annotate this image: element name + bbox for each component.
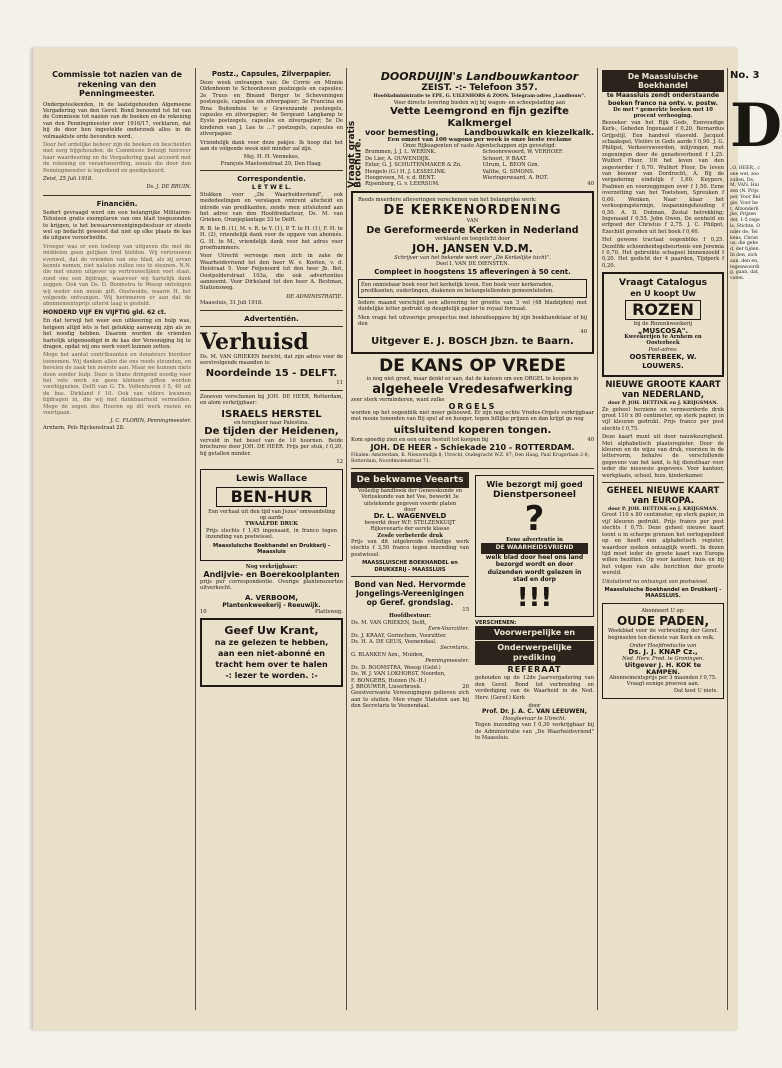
bezorgd-body2: welk blad door heel ons land bezorgd wordt en door duizenden wordt gelezen in stad en dorp — [485, 553, 584, 584]
prediking-body: gehouden op de 12de Jaarvergadering van den Geref. Bond tot verbreiding en verdediging van de Waarheid in de Ned. Herv. (Geref.) Kerk — [475, 675, 594, 701]
kaart-eu-body3: Uitsluitend na ontvangst van postwissel. — [602, 578, 709, 585]
veearts-title: De bekwame Veearts — [351, 472, 469, 488]
benhur-edition: TWAALFDE DRUK — [245, 521, 298, 528]
mb-list2: Het gewone tractaat oogenbliks f 0,25. Dezelfde schoonheidsgebeurtenis een Jeremia f 0,70. Het gebruikte schapsel binnenzoeld f 0,20. Het gedicht der 4 paarden, Tijdperk f 0,20. — [602, 237, 724, 269]
financien-subhead: HONDERD VIJF EN VIJFTIG gld. 62 ct. — [43, 308, 167, 316]
kerk-compleet: Compleet in hoogstens 15 afleveringen à 50 cent. — [374, 267, 571, 276]
bond-subtitle: Hoofdbestuur: — [388, 613, 432, 620]
bond-member: G. BLANKEN Azn., Muiden, — [351, 651, 425, 658]
israels-title2: De tijden der Heidenen, — [204, 426, 339, 438]
verhuisd-body: Ds. M. VAN GRIEKEN bericht, dat zijn adres voor de eerstvolgende maanden is: — [200, 353, 343, 366]
doorduijn-head: Vette Leemgrond en fijn gezifte Kalkmergel — [390, 106, 569, 130]
agent: Brummen, J. J. L. WERINK. — [365, 149, 437, 156]
bond-member: J. BROUWER, Lisserbroek. — [351, 683, 422, 690]
kans-head2: uitsluitend koperen tongen. — [393, 424, 552, 436]
verkrijgbaar-body: prijs per correspondentie. Overige plantensoorten uitverkocht. — [200, 578, 343, 592]
ad-number: 40 — [587, 181, 594, 188]
benhur-publisher: Maassluische Boekhandel en Drukkerij - Maassluis — [213, 542, 330, 556]
oude-paden-ad — [602, 603, 724, 699]
kaart-eu-body: Groot 110 x 80 centimeter, op sterk papier, in vijf kleuren gedrukt. Prijs franco per post slechts f 0,75. Deze geheel nieuwe kaart toont u in scherpe grenzen het oorlogsgebied op en heeft een alphabetisch register, waardoor zoeken ontzaglijk wordt. In dezen tijd moet ieder de groote kaart van Europa willen bezitten. Op voor kantoor, huis en bij het volgen van alle berichten der groote wereld. — [602, 512, 724, 577]
agent: Exter, G. J. SCHUITENMAKER & Zn. — [365, 162, 462, 169]
israels-body2: vervuld in het besef van de 10 hoornen. Beide brochures door JOH. DE HEER. Prijs per stuk, f 0,20, bij getallen minder. — [200, 438, 343, 457]
kerk-notice2: Iedere maand verschijnt een aflevering ter grootte van 3 vel (48 bladzijden) met duidelijke letter gedrukt op deugdelijk papier in royaal formaat. — [358, 299, 587, 313]
bond-member: F. BONGERS, Huizen (N.-H.) — [351, 677, 427, 684]
divider — [351, 468, 594, 469]
verkrijgbaar-name2: Plantenkweekerij - Reeuwijk. — [222, 601, 321, 609]
divider — [351, 576, 469, 577]
israels-body: Zooeven verschenen bij JOH. DE HEER, Rotterdam, en alom verkrijgbaar: — [200, 393, 343, 407]
mb-subtitle: te Maassluis zendt onderstaande boeken franco na ontv. v. postw. — [606, 92, 720, 107]
exclamation-marks: !!! — [516, 582, 553, 613]
kerk-notice: Een onmisbaar boek voor het kerkelijk leven. Een boek voor kerkeraden, predikanten, ouderlingen, diakenen en belangstellenden gemeenteleden. — [358, 279, 587, 298]
agents-list — [365, 149, 594, 187]
masthead-number: No. 3 — [730, 70, 760, 81]
bezorgd-title2: Dienstpersoneel — [493, 489, 576, 500]
veearts-ad — [351, 472, 469, 573]
rozen-subtitle: bij de Rozenkweekerij — [633, 321, 693, 328]
benhur-author: Lewis Wallace — [235, 473, 308, 484]
benhur-title: BEN-HUR — [216, 487, 327, 507]
kans-filialen: Filialen: Amsterdam, K. Nieuwendijk 8; Utrecht, Oudegracht W.Z. 87; Den Haag, Paul Krugerlaan 2-8; Rotterdam, Noordmolenstraat 71. — [351, 453, 590, 464]
agent: Rijsenburg, G. v. LEERSUM. — [365, 181, 440, 188]
kans-title: DE KANS OP VREDE — [379, 355, 566, 376]
bond-role: Penningmeester. — [425, 658, 469, 665]
doorduijn-body2: Een omzet van 100 wagons per week is onze beste reclame — [387, 136, 572, 143]
corr-body2: R. B. te B. (1), M. v. R. te Y. (1), P. T. te H. (1), F. H. te H. (2), vriendelijk dank voor de opgave van abonnés. G. H. te M., vriendelijk dank voor het adres voor proefnummers. — [200, 225, 343, 251]
kans-orgels: ORGELS — [448, 401, 497, 411]
kans-ad — [351, 357, 594, 465]
prediking-ad — [475, 620, 594, 742]
krant-line5: -: lezer te worden. :- — [225, 671, 318, 681]
divider — [43, 195, 191, 196]
kerk-subtitle: verklaard en toegelicht door — [435, 235, 510, 242]
prediking-door: door — [528, 703, 541, 710]
agent: Schoonrewoerd, W. VERHOEF. — [482, 149, 564, 156]
bezorgd-title: Wie bezorgt mij goed — [486, 479, 583, 489]
bond-ad — [351, 580, 469, 710]
financien-address: Arnhem, Pels Rijckenstraat 28. — [43, 424, 125, 431]
corr-subtitle: L E T W E L. — [251, 184, 292, 192]
kaart-nl-body: Ze geheel herziene en vermeerderde druk groot 110 x 80 centimeter, op sterk papier, in vijf kleuren gedrukt. Prijs franco per post slechts f 0,75. — [602, 406, 724, 432]
column-3 — [347, 70, 594, 1010]
ad-number: 15 — [462, 607, 469, 614]
divider — [200, 310, 343, 311]
krant-line2: na ze gelezen te hebben, — [214, 638, 329, 648]
rozen-title: ROZEN — [625, 300, 701, 320]
kerk-body: Schrijver van het bekende werk over „De Kerkelijke tucht". — [394, 255, 551, 262]
column-5-fragment — [730, 70, 782, 1010]
prediking-referaat: REFERAAT — [507, 664, 562, 674]
postz-signature: Mej. H. H. Vennekes, — [243, 154, 300, 161]
advertenties-title: Advertentiën. — [244, 314, 299, 323]
kans-body: is nog niet groot, maar denkt er aan, dat de kansen om een ORGEL te koopen in — [366, 375, 579, 382]
left-subcolumn — [351, 472, 469, 744]
paden-note2: Dat kost U niets. — [673, 687, 718, 694]
paden-subtitle: Onder Hoofdredactie van — [629, 642, 697, 649]
doorduijn-head3: Landbouwkalk en kiezelkalk. — [464, 128, 594, 138]
krant-line1: Geef Uw Krant, — [224, 624, 319, 638]
financien-body2: En dat terwijl het weer een uitkeering en hulp was, hetgeen altijd iets is het gelukkig aanwezig zijn als ze het noodig hebben. Daarom worden de vrienden hartelijk uitgenoodigd in de kas der Vereeniging bij te dragen, opdat wij ons werk voort kunnen zetten. — [43, 318, 191, 350]
column-rule — [727, 68, 728, 1010]
kaart-eu-publisher: Maassluische Boekhandel en Drukkerij - MAASSLUIS. — [604, 586, 722, 600]
vertical-banner: Vraagt gratis Brochure. — [347, 120, 364, 188]
corr-body3: Voor Utrecht vervoege men zich in zake de Waarheidsvriend tot den heer W. v. Kooten, v. d. Heistraat 5. Voor Feijenoord tot den heer Jb. Bot, Oostpolderstraat 103a, die ook advertenties aanneemt. Voor Dirksland tot den heer A. Bestman, Stationsweg. — [200, 253, 343, 292]
israels-subtitle: en terugkeer naar Palestina. — [234, 419, 309, 426]
doorduijn-title: DOORDUIJN's Landbouwkantoor — [380, 70, 579, 83]
corr-body: Stukken voor „De Waarheidsvriend", ook mededeelingen en verslagen omtrent afscheid en intrede van predikanten, zende men uitsluitend aan het adres van den Hoofdredacteur, Ds. M. van Grieken, Oranjeplantage 33 te Delft. — [200, 191, 343, 224]
israels-title: ISRAELS HERSTEL — [221, 408, 322, 420]
mb-body: De met * gemerkte boeken met 10 procent verhooging. — [613, 107, 713, 120]
kerk-title: DE KERKENORDENING — [383, 203, 562, 219]
divider — [200, 170, 343, 171]
kaart-nl-ad — [602, 380, 724, 479]
verkrijgbaar-ad — [200, 564, 343, 616]
kaart-nl-body2: Deze kaart munt uit door nauwkeurigheid. Met alphabetisch plaatsregister. Door de kleuren en de wijze van druk, voorzien in de lettervorm, behalve de verschillende gegevens van het land, is hij dienstbaar voor ieder die nieuwste gegevens. Voor kantoor, werkplaats, school, huis, kinderkamer. — [602, 434, 724, 479]
kerk-van: VAN — [466, 218, 479, 225]
kerk-publisher: Uitgever E. J. BOSCH Jbzn. te Baarn. — [371, 335, 574, 347]
veearts-body: Volledig handboek der Geneeskunde en Verloskunde van het Vee, bewerkt 3e uitstekende gegeven voorde platen — [357, 487, 463, 507]
benhur-price: Prijs slechts f 1,45 ingenaaid, in franco tegen inzending van postwissel. — [206, 527, 337, 541]
newspaper-page — [33, 48, 782, 1030]
veearts-subtitle: bewerkt door W.F. STELZENKUIJT — [364, 519, 456, 526]
kerk-notice3: Men vrage het uitvoerige prospectus met inhoudsopgave bij zijn boekhandelaar of bij den — [358, 314, 587, 327]
agent: Valthe, G. SIMONS. — [482, 168, 535, 175]
prediking-price: Tegen inzending van f 0,30 verkrijgbaar bij de Administratie van „De Waarheidsvriend" te Maassluis. — [475, 722, 594, 742]
rozen-name: „MUSCOSA". — [637, 326, 689, 335]
prediking-top: VERSCHENEN: — [475, 619, 517, 626]
column-4 — [602, 70, 724, 1010]
veearts-author: Dr. L. WAGENVELD — [373, 512, 447, 521]
postz-title: Postz., Capsules, Zilverpapier. — [211, 70, 332, 78]
paden-name: Ds. J. J. KNAP Cz., — [628, 648, 698, 657]
postz-address: François Maelsonstraat 29, Den Haag. — [220, 160, 323, 167]
agent: Hoogeveen, M. v. d. BENT. — [365, 175, 436, 182]
agent: De Lier, A. OUWENDIJK. — [365, 155, 431, 162]
bond-role: Secretaris. — [440, 645, 469, 652]
paden-note: Vraagt eenige proeven aan. — [626, 681, 700, 688]
krant-ad — [200, 618, 343, 687]
kerk-author: JOH. JANSEN V.D.M. — [412, 242, 533, 256]
ad-number: 40 — [587, 436, 594, 443]
column-1 — [43, 70, 191, 1010]
kerk-title2: De Gereformeerde Kerken in Nederland — [366, 224, 579, 236]
benhur-body: Een verhaal uit den tijd van Jezus' omwandeling op aarde — [208, 508, 335, 522]
verkrijgbaar-name: A. VERBOOM, — [244, 593, 299, 602]
divider — [200, 326, 343, 327]
doorduijn-head2: voor bemesting, — [365, 128, 439, 138]
ad-number: 26 — [462, 683, 469, 690]
ad-number: 12 — [336, 459, 343, 466]
kerkenordening-ad — [351, 191, 594, 354]
verhuisd-title: Verhuisd — [200, 328, 309, 355]
kans-head: algeheele Vredesafwerking — [372, 382, 573, 398]
bond-body: Geestverwante Vereenigingen gelieven zich aan te sluiten. Men vrage Statuten aan bij den Secretaris te Veenendaal. — [351, 690, 469, 710]
kaart-eu-by: door P. JOH. BETTINK en J. KRIJGSMAN. — [607, 506, 719, 513]
agent: Wieringerwaard, A. ROT. — [482, 175, 549, 182]
paden-top: Abonneert U op: — [641, 607, 685, 614]
paden-subtitle2: Ned. Herv. Pred. te Groningen. — [622, 655, 704, 662]
doorduijn-body: Voor directe levering bieden wij bij wagon- en scheepslading aan — [393, 99, 566, 106]
kaart-nl-by: door P. JOH. BETTINK en J. KRIJGSMAN. — [607, 400, 719, 407]
bond-member: Ds. W. J. VAN LOKHORST, Noorden, — [351, 671, 446, 678]
bond-member: Ds. M. VAN GRIEKEN, Delft, — [351, 619, 427, 626]
commissie-signature: Ds. J. DE BRUIN. — [146, 184, 191, 191]
bond-member: Ds. D. BOOMSTRA, Weesp (Geld.) — [351, 664, 441, 671]
bond-title: Bond van Ned. Hervormde Jongelings-Vereenigingen op Geref. grondslag. — [354, 580, 466, 608]
prediking-title: Voorwerpelijke en — [475, 626, 594, 640]
paden-publisher: Uitgever J. H. KOK te KAMPEN. — [624, 661, 702, 676]
bezorgd-body: Eene advertentie in — [506, 536, 563, 543]
bond-member: Ds. J. KRAAY, Gorinchem, Voorzitter. — [351, 632, 447, 639]
financien-title: Financiën. — [96, 199, 138, 208]
ad-number: 11 — [336, 380, 343, 387]
verhuisd-ad — [200, 330, 343, 387]
mb-list: Bezoeker van het Rijk Gods, Eenvoudige Kerk-, Gebeden Ingenaaid f 0,20. Bernardus Grijpstijl, Een handvol vlasveld. Jacquot schaakspel, Vleiërs in Gods aarde f 0,90. J. G. Philipst, Verkeerswoorden, inlijvingen, met zegeningen door de genadeverbond f 1,25. Wulfert Floor, Uit het leven van den zegevierder f 0,70. Wulfert Floor, De leven van bouwer van Dordrecht, A. Bij de vergadering eindelijk f 1,60. Kuypers, Psalmen en voorzeggingen over f 1,50. Eene overzetting van het Toetsteen, Spreuken f 0,60. Wenken, Naar klaar het verkoopingstermijn, inspanningshouding f 0,50. A. D. Dotman, Zestal betrekking; Ingenaaid f 0,55. John Owen, De eenheid en erfgoed der Christus f 2,75. J. C. Philpot, Ezechiël geraden uit het boek f 0,46. — [602, 119, 724, 235]
bezorgd-ad — [475, 475, 594, 617]
agent: Hengelo (G.) H. J. LESSELINK. — [365, 168, 447, 175]
rozen-ad — [602, 272, 724, 377]
verkrijgbaar-top: Nog verkrijgbaar: — [245, 563, 298, 570]
corr-place-date: Maassluis, 31 Juli 1918. — [200, 300, 263, 307]
financien-signature: J. C. FLORIN, Penningmeester. — [110, 418, 191, 425]
ad-number: 10 — [200, 608, 207, 615]
agent: Ulrum, L. BEON Gzn. — [482, 162, 540, 169]
rozen-line: en U koopt Uw — [630, 289, 696, 299]
commissie-place-date: Zeist, 25 Juli 1918. — [43, 175, 93, 182]
krant-line4: tracht hem over te halen — [215, 660, 328, 670]
veearts-publisher: MAASSLUISCHE BOEKHANDEL en DRUKKERIJ - MAASSLUIS — [362, 560, 458, 573]
doorduijn-ad — [347, 70, 594, 188]
kans-address: JOH. DE HEER - Schiekade 210 - ROTTERDAM. — [370, 443, 575, 453]
prediking-subtitle: Hoogleeraar te Utrecht. — [502, 715, 567, 722]
veearts-edition: Zesde verbeterde druk — [377, 532, 443, 539]
veearts-door: door — [403, 506, 417, 513]
rozen-top: Vraagt Catalogus — [619, 278, 707, 289]
corr-signature: DE ADMINISTRATIE. — [286, 293, 343, 300]
veearts-price: Prijs van dit uitgebreide volledige werk slechts f 3,50 franco tegen inzending van postwissel. — [351, 539, 469, 558]
paden-title: OUDE PADEN, — [616, 614, 710, 629]
krant-line3: aan een niet-abonné en — [218, 649, 325, 659]
commissie-title: Commissie tot nazien van de rekening van den Penningmeester. — [52, 70, 182, 98]
column-rule — [346, 68, 347, 1010]
column-rule — [195, 68, 196, 1010]
masthead-letter: D — [730, 91, 782, 161]
kerk-deel: Deel I. VAN DE DIENSTEN. — [435, 261, 510, 268]
kaart-eu-title: GEHEEL NIEUWE KAART van EUROPA. — [606, 486, 720, 507]
doorduijn-subtitle: Hoofdadministratie te EPE. G. UILENHORS & ZOON. Telegram-adres „Landbouw". — [373, 94, 586, 99]
doorduijn-city: ZEIST. -:- Telefoon 357. — [421, 83, 538, 93]
commissie-filler: Door het ordelijke beheer zijn de boeken en bescheiden met zorg bijgehouden; de Commissie betuigt hierover haar waardeering en de Vergadering gaat accoord met de rekening en verantwoording, zooals die door den Penningmeester is ingediend en goedgekeurd. — [43, 141, 191, 174]
bond-member: Ds. H. A. DE GEUS, Veenendaal, — [351, 639, 437, 646]
paden-body: Weekblad voor de verbreiding der Geref. beginselen ten dienste van Kerk en volk. — [608, 628, 718, 641]
kerk-top: Reeds meerdere afleveringen verschenen van het belangrijke werk: — [358, 196, 537, 203]
mb-title: De Maassluische Boekhandel — [602, 70, 724, 92]
benhur-ad — [200, 469, 343, 561]
corr-title: Correspondentie. — [237, 175, 306, 184]
financien-body: Sedert gevraagd werd om een belangrijke Militairen-Tehuizen gratis exemplaren van ons blad toegezonden te krijgen, is het bewaarvereenigingsbestuur er steeds wel op bedacht geweest dat niet op elke plaats de kas de uitgave veroorloofde. — [43, 209, 191, 242]
kans-body4: Kom spoedig zien en een onze bestuit tot koopen bij — [351, 436, 489, 443]
rozen-subtitle2: Kweekerijen te Arnhem en Oosterbeek — [624, 333, 702, 347]
agent: Schoorl, P. BAAT. — [482, 155, 528, 162]
column-rule — [597, 68, 598, 1010]
postz-thanks: Vriendelijk dank voor deze pakjes. Ik hoop dat het aan de volgende week niet minder zal zijn. — [200, 139, 343, 153]
kaart-eu-ad — [602, 486, 724, 600]
verkrijgbaar-place: Platteweg. — [315, 608, 343, 615]
question-mark: ? — [524, 498, 545, 539]
column-2 — [200, 70, 343, 1010]
financien-filler: Vroeger was er een toeloop van uitgaven die met de middelen geen gelijken tred hielden. Wij vertrouwen evenwel, dat de vrienden van ons blad, als zij ervan kennis nemen, niet nalaten zullen ons te steunen. N.N. die met onzen uitgever op vertrouwelijken voet staat, zond ons een bijdrage, waarvoor wij hartelijk dank zeggen. Ook van Ds. D. Boomstra te Weesp ontvingen wij weder een mooie gift. Oostwolde, waarin H. het volgende ontvangen. Wij herinneren er aan dat de abonnementsprijs uiterst laag is gesteld. — [43, 243, 191, 308]
prediking-author: Prof. Dr. J. A. C. VAN LEEUWEN, — [482, 708, 587, 716]
bezorgd-paper: DE WAARHEIDSVRIEND — [481, 543, 588, 553]
fragment-text: „O, HEER,, cone wel, zoo zullen, Ds. M. VAN, Huizen (N. Prijs per, Voor Belgie, Voor het, Afzonderlijke, Prijzen der, 1-5 regels, Stichte, Onder de, Telkens, Christus, die gebed, der tijden. In den, zich aan, den en, tegenwoordig, gaan, dat, vaten. — [730, 166, 760, 282]
paden-price: Abonnementsprijs per 3 maanden f 0,75. — [609, 675, 717, 681]
rozen-address: OOSTERBEEK, W. LOUWERS. — [629, 353, 697, 371]
doorduijn-agents-title: Onze Rijksagenten of vaste Agentschappen zijn gevestigd: — [402, 143, 557, 150]
verhuisd-address: Noordeinde 15 - DELFT. — [205, 368, 338, 380]
divider — [200, 390, 343, 391]
israels-ad — [200, 394, 343, 466]
rozen-post: Post-adres: — [648, 346, 678, 353]
financien-filler2: Moge het aantal contribuanten en donateurs hierdoor toenemen. Wij danken allen die ons reeds steunden, en bevelen de zaak ten zeerste aan. Maar we kunnen niets doen zonder hulp. Deze is thans dringend noodig voor het vele werk en geen kleinere giften worden voorbijgezien. Delft van G. Th. Vollenhoven f 5, 40 uit de bus. Dirkland f 10. Ook van elders kwamen bijdragen in, die wij met dankbaarheid vermelden. Moge de zegen des Heeren op dit werk rusten en voortgaan. — [43, 352, 191, 416]
right-subcolumn — [475, 472, 594, 744]
ad-number: 40 — [580, 329, 587, 336]
verkrijgbaar-title: Andijvie- en Boerekoolplanten — [203, 569, 340, 579]
kaart-nl-title: NIEUWE GROOTE KAART van NEDERLAND, — [605, 380, 721, 401]
commissie-body: Ondergeteekenden, in de laatstgehouden Algemeene Vergadering van den Geref. Bond benoemd tot lid van de Commissie tot nazien van de boeken en de rekening van den Penningmeester over 1916/17, verklaren, dat bij de door hen ingestelde onderzoek alles in de volmaaktste orde bevonden werd. — [43, 101, 191, 140]
kans-body3: worden op het oogenblik niet meer gebouwd. Er zijn nog echte Vredes-Orgels verkrijgbaar met mooie tonenden van Bij spel af en hooger, tegen billijke prijzen en dan krijgt ge nog — [351, 409, 594, 423]
bond-role: Eere-Voorzitter. — [428, 626, 469, 633]
prediking-title2: Onderwerpelijke prediking — [475, 641, 594, 665]
postz-body: Deze week ontvangen van: De Corrie en Minnie Oldenboom te Schoonhoven postzegels en capsules; 2e Truus en Binand Berger te Scheveningen postzegels, capsules en zilverpapier; 3e Francina en Rina Buitenhuis te s Gravenzande postzegels, capsules en zilverpapier; 4e Sergeant Langkamp te Eyste postzegels, capsules en zilverpapier; 5e De kinderen van J. Lee te ...? postzegels, capsules en zilverpapier. — [200, 80, 343, 138]
divider — [602, 482, 724, 483]
veearts-subtitle2: Rijksveearts der eerste klasse — [370, 526, 450, 533]
kans-body2: zeer sterk verminderen, want zulke — [351, 397, 445, 404]
